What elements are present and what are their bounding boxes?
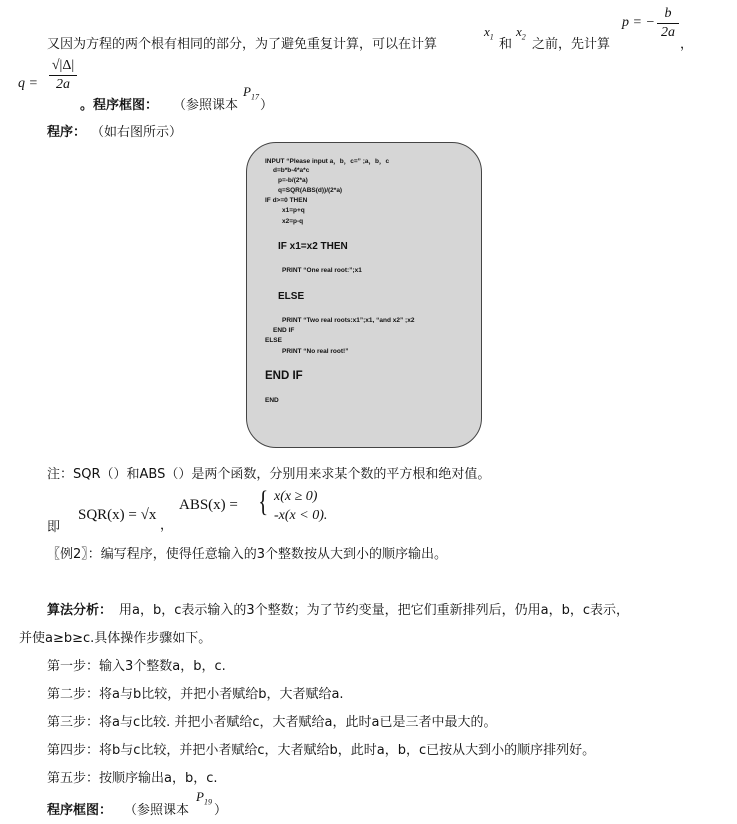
p-fraction-bar bbox=[657, 23, 679, 24]
para1-and: 和 bbox=[499, 37, 513, 52]
x2-var: x bbox=[516, 24, 522, 39]
flow-close: ） bbox=[260, 98, 274, 113]
para1-text-b: 之前，先计算 bbox=[532, 37, 611, 52]
q-lhs: q = bbox=[18, 76, 38, 91]
analysis-text-2: 并使a≥b≥c.具体操作步骤如下。 bbox=[19, 631, 212, 646]
x2-sub: 2 bbox=[521, 32, 526, 42]
code-line: p=-b/(2*a) bbox=[278, 177, 308, 184]
para1-text-a: 又因为方程的两个根有相同的部分，为了避免重复计算，可以在计算 bbox=[47, 37, 438, 52]
flow2-page-sub: 19 bbox=[203, 797, 212, 807]
q-fraction-bar bbox=[49, 75, 77, 76]
code-line: x2=p-q bbox=[282, 218, 304, 225]
code-line: INPUT “Please input a，b，c=” ;a，b，c bbox=[265, 158, 390, 165]
code-line: PRINT “No real root!” bbox=[282, 348, 349, 355]
x1-symbol bbox=[484, 24, 494, 42]
code-line: END IF bbox=[273, 327, 295, 334]
formula-prefix: 即 bbox=[47, 520, 61, 535]
flow2-label: 程序框图： bbox=[47, 803, 113, 818]
step-4: 第四步：将b与c比较，并把小者赋给c，大者赋给b，此时a，b，c已按从大到小的顺序排列好。 bbox=[47, 743, 596, 758]
flow-label: 。程序框图： bbox=[80, 98, 159, 113]
code-line: IF d>=0 THEN bbox=[265, 197, 308, 204]
code-line: ELSE bbox=[278, 291, 305, 302]
code-line: PRINT “Two real roots:x1”;x1, “and x2” ;x2 bbox=[282, 317, 415, 324]
sqr-formula: SQR(x) = √x bbox=[78, 507, 157, 523]
step-2: 第二步：将a与b比较，并把小者赋给b，大者赋给a. bbox=[47, 687, 344, 702]
step-3: 第三步：将a与c比较. 并把小者赋给c，大者赋给a，此时a已是三者中最大的。 bbox=[47, 715, 497, 730]
note: 注：SQR（）和ABS（）是两个函数，分别用来求某个数的平方根和绝对值。 bbox=[47, 467, 491, 482]
x1-var: x bbox=[484, 24, 490, 39]
code-line: x1=p+q bbox=[282, 207, 305, 214]
flow-ref: （参照课本 bbox=[173, 98, 239, 113]
flow-page bbox=[243, 84, 259, 102]
analysis-text: 用a，b，c表示输入的3个整数；为了节约变量，把它们重新排列后，仍用a，b，c表示， bbox=[119, 603, 630, 618]
p-denominator: 2a bbox=[661, 25, 675, 40]
x1-sub: 1 bbox=[489, 32, 494, 42]
code-line: q=SQR(ABS(d))/(2*a) bbox=[278, 187, 343, 194]
flow2-ref: （参照课本 bbox=[124, 803, 190, 818]
p-fraction bbox=[657, 6, 679, 41]
program-label: 程序： bbox=[47, 125, 87, 140]
code-box bbox=[246, 142, 482, 448]
flow2-close: ） bbox=[214, 803, 228, 818]
abs-case-2: -x(x < 0). bbox=[274, 508, 328, 523]
step-1: 第一步：输入3个整数a，b，c. bbox=[47, 659, 226, 674]
code-line: END bbox=[265, 397, 279, 404]
abs-case-1: x(x ≥ 0) bbox=[274, 489, 318, 504]
code-line: d=b*b-4*a*c bbox=[273, 167, 310, 174]
flow2-page bbox=[196, 789, 212, 807]
p-comma: ， bbox=[680, 37, 694, 52]
code-line: PRINT “One real root:”;x1 bbox=[282, 267, 362, 274]
analysis-label: 算法分析： bbox=[47, 603, 113, 618]
code-line: END IF bbox=[265, 370, 303, 382]
code-line: IF x1=x2 THEN bbox=[278, 241, 348, 252]
code-line: ELSE bbox=[265, 337, 282, 344]
p-lhs: p = − bbox=[622, 15, 655, 30]
program-note: （如右图所示） bbox=[91, 125, 183, 140]
formula-comma: ， bbox=[160, 518, 174, 533]
example-2: 〖例2〗：编写程序，使得任意输入的3个整数按从大到小的顺序输出。 bbox=[47, 547, 448, 562]
flow-page-sub: 17 bbox=[250, 92, 259, 102]
abs-lhs: ABS(x) = bbox=[179, 497, 238, 513]
abs-brace: { bbox=[258, 485, 269, 518]
flow2-page-letter: P bbox=[196, 789, 204, 804]
flow-page-letter: P bbox=[243, 84, 251, 99]
q-fraction bbox=[49, 58, 77, 93]
q-denominator: 2a bbox=[56, 77, 70, 92]
x2-symbol bbox=[516, 24, 526, 42]
q-numerator: √|Δ| bbox=[51, 58, 75, 73]
step-5: 第五步：按顺序输出a，b，c. bbox=[47, 771, 218, 786]
p-numerator: b bbox=[664, 6, 672, 21]
